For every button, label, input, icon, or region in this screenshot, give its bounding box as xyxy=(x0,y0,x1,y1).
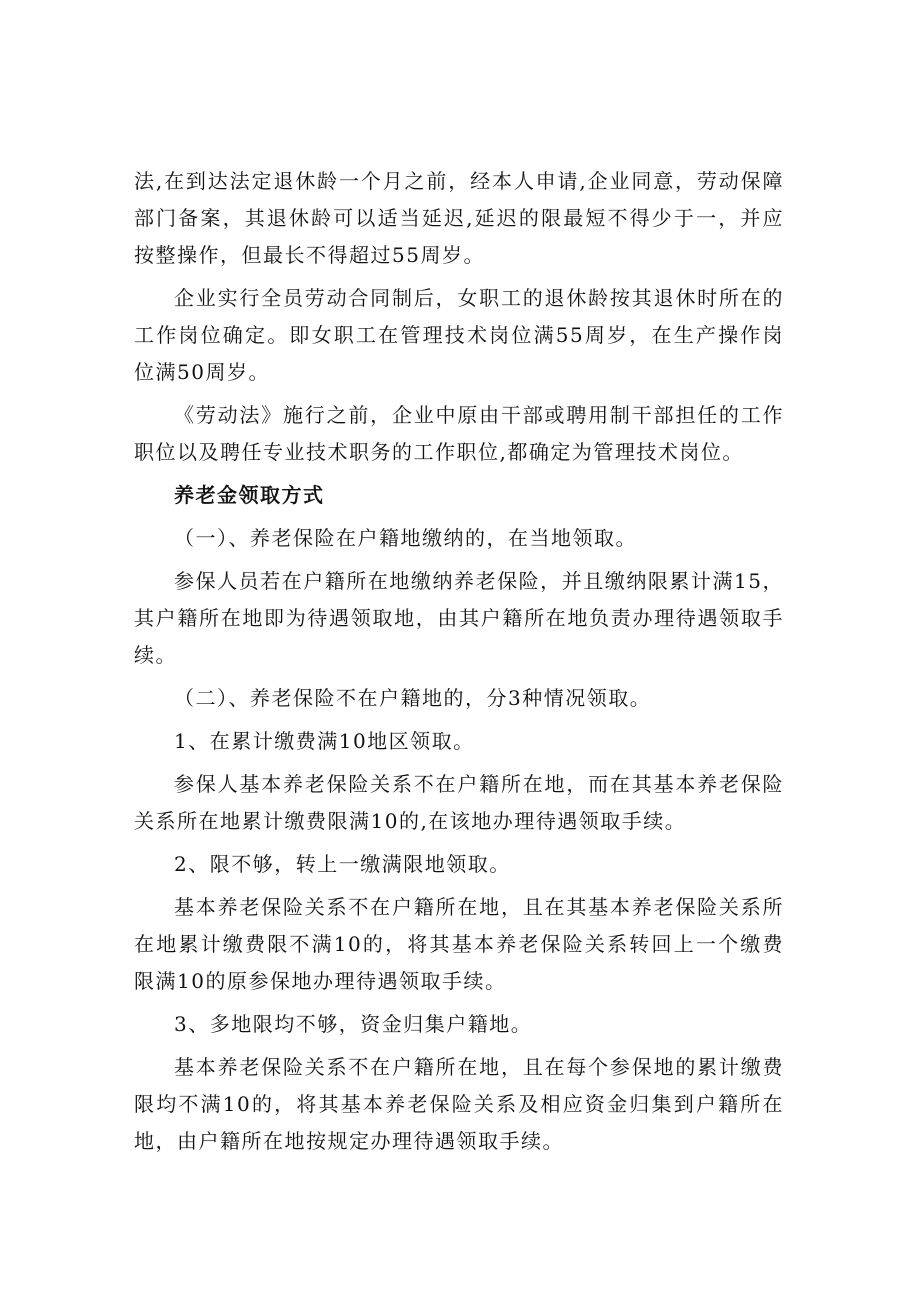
paragraph-5: 参保人员若在户籍所在地缴纳养老保险，并且缴纳限累计满15，其户籍所在地即为待遇领取地，由其户籍所在地负责办理待遇领取手续。 xyxy=(134,569,784,667)
paragraph-7: 1、在累计缴费满10地区领取。 xyxy=(174,729,475,753)
paragraph-6: （二）、养老保险不在户籍地的，分3种情况领取。 xyxy=(174,686,652,710)
paragraph-12: 基本养老保险关系不在户籍所在地，且在每个参保地的累计缴费限均不满10的，将其基本养老保险关系及相应资金归集到户籍所在地，由户籍所在地按规定办理待遇领取手续。 xyxy=(134,1055,784,1153)
paragraph-2: 企业实行全员劳动合同制后，女职工的退休龄按其退休时所在的工作岗位确定。即女职工在管理技术岗位满55周岁，在生产操作岗位满50周岁。 xyxy=(134,286,784,384)
paragraph-1: 法,在到达法定退休龄一个月之前，经本人申请,企业同意，劳动保障部门备案，其退休龄可以适当延迟,延迟的限最短不得少于一，并应按整操作，但最长不得超过55周岁。 xyxy=(134,169,784,267)
paragraph-11: 3、多地限均不够，资金归集户籍地。 xyxy=(174,1012,533,1036)
paragraph-9: 2、限不够，转上一缴满限地领取。 xyxy=(174,852,511,876)
paragraph-4: （一）、养老保险在户籍地缴纳的，在当地领取。 xyxy=(174,526,637,550)
paragraph-8: 参保人基本养老保险关系不在户籍所在地，而在其基本养老保险关系所在地累计缴费限满10的,在该地办理待遇领取手续。 xyxy=(134,772,784,833)
paragraph-3: 《劳动法》施行之前，企业中原由干部或聘用制干部担任的工作职位以及聘任专业技术职务的工作职位,都确定为管理技术岗位。 xyxy=(134,403,784,464)
section-heading: 养老金领取方式 xyxy=(174,483,325,507)
paragraph-10: 基本养老保险关系不在户籍所在地，且在其基本养老保险关系所在地累计缴费限不满10的，将其基本养老保险关系转回上一个缴费限满10的原参保地办理待遇领取手续。 xyxy=(134,895,784,993)
document-page xyxy=(134,163,784,1160)
